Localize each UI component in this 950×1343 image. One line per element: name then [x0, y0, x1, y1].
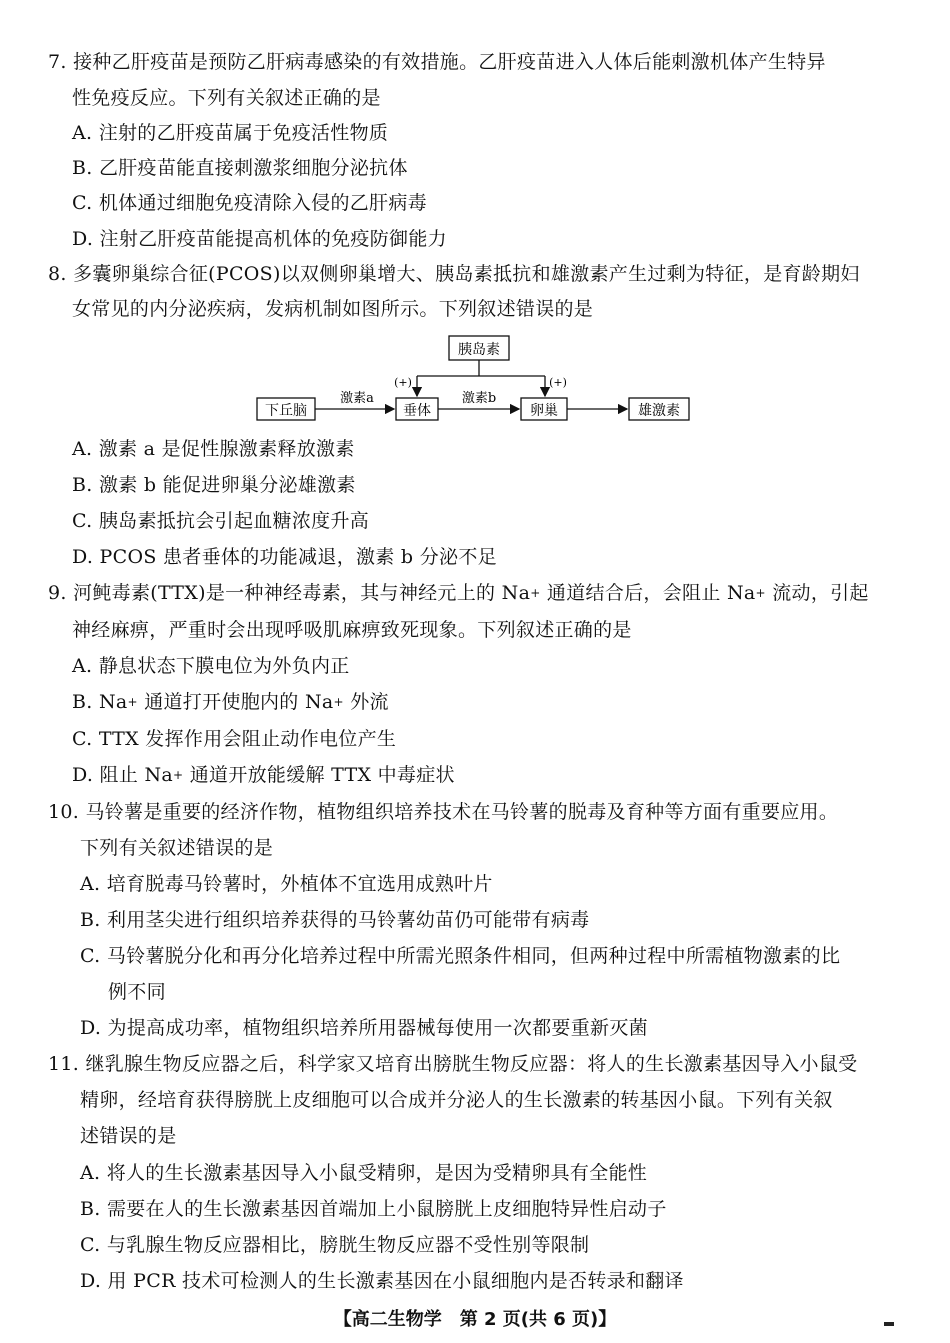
option-d: D. 用 PCR 技术可检测人的生长激素基因在小鼠细胞内是否转录和翻译 — [80, 1270, 684, 1292]
option-c: C. 与乳腺生物反应器相比，膀胱生物反应器不受性别等限制 — [80, 1234, 590, 1256]
option-part: 外流 — [343, 691, 389, 713]
question-stem: 10. 马铃薯是重要的经济作物，植物组织培养技术在马铃薯的脱毒及育种等方面有重要应用。 — [48, 801, 839, 823]
question-stem-continued: 下列有关叙述错误的是 — [80, 837, 274, 859]
superscript-plus: + — [173, 768, 184, 782]
option-a: A. 将人的生长激素基因导入小鼠受精卵，是因为受精卵具有全能性 — [80, 1162, 648, 1184]
option-part: 通道打开使胞内的 Na — [137, 691, 334, 713]
question-stem: 11. 继乳腺生物反应器之后，科学家又培育出膀胱生物反应器：将人的生长激素基因导入小鼠受 — [48, 1053, 858, 1075]
option-c: C. TTX 发挥作用会阻止动作电位产生 — [72, 728, 397, 750]
hormone-a-label: 激素a — [340, 391, 374, 406]
plus-sign-pituitary: (+) — [394, 376, 412, 389]
superscript-plus: + — [755, 586, 766, 600]
question-stem-continued: 精卵，经培育获得膀胱上皮细胞可以合成并分泌人的生长激素的转基因小鼠。下列有关叙 — [80, 1089, 833, 1111]
option-part: D. 阻止 Na — [72, 764, 174, 786]
stem-part: 流动，引起 — [765, 582, 869, 604]
option-b: B. 乙肝疫苗能直接刺激浆细胞分泌抗体 — [72, 157, 408, 179]
question-stem-continued: 神经麻痹，严重时会出现呼吸肌麻痹致死现象。下列叙述正确的是 — [72, 619, 632, 641]
option-a: A. 注射的乙肝疫苗属于免疫活性物质 — [72, 122, 389, 144]
question-stem-continued: 女常见的内分泌疾病，发病机制如图所示。下列叙述错误的是 — [72, 298, 594, 320]
option-part: 通道开放能缓解 TTX 中毒症状 — [183, 764, 455, 786]
option-c: C. 机体通过细胞免疫清除入侵的乙肝病毒 — [72, 192, 427, 214]
option-b — [72, 690, 389, 714]
option-c-continued: 例不同 — [108, 981, 166, 1003]
question-stem: 8. 多囊卵巢综合征(PCOS)以双侧卵巢增大、胰岛素抵抗和雄激素产生过剩为特征，是育龄期妇 — [48, 263, 860, 285]
option-d: D. 注射乙肝疫苗能提高机体的免疫防御能力 — [72, 228, 447, 250]
superscript-plus: + — [530, 586, 541, 600]
ovary-label: 卵巢 — [530, 403, 558, 419]
option-a: A. 培育脱毒马铃薯时，外植体不宜选用成熟叶片 — [80, 873, 493, 895]
question-stem: 7. 接种乙肝疫苗是预防乙肝病毒感染的有效措施。乙肝疫苗进入人体后能刺激机体产生特异 — [48, 51, 826, 73]
option-d: D. PCOS 患者垂体的功能减退，激素 b 分泌不足 — [72, 546, 497, 568]
superscript-plus: + — [127, 695, 138, 709]
superscript-plus: + — [333, 695, 344, 709]
question-stem-continued: 性免疫反应。下列有关叙述正确的是 — [72, 87, 381, 109]
option-b: B. 利用茎尖进行组织培养获得的马铃薯幼苗仍可能带有病毒 — [80, 909, 590, 931]
option-d — [72, 763, 455, 787]
option-d: D. 为提高成功率，植物组织培养所用器械每使用一次都要重新灭菌 — [80, 1017, 648, 1039]
question-stem — [48, 581, 869, 605]
stem-part: 通道结合后，会阻止 Na — [540, 582, 756, 604]
page-footer: 【高二生物学 第 2 页(共 6 页)】 — [333, 1309, 617, 1330]
option-b: B. 需要在人的生长激素基因首端加上小鼠膀胱上皮细胞特异性启动子 — [80, 1198, 667, 1220]
option-a: A. 静息状态下膜电位为外负内正 — [72, 655, 350, 677]
option-b: B. 激素 b 能促进卵巢分泌雄激素 — [72, 474, 356, 496]
androgen-label: 雄激素 — [638, 403, 680, 419]
pcos-mechanism-diagram — [255, 334, 695, 424]
stem-part: 9. 河鲀毒素(TTX)是一种神经毒素，其与神经元上的 Na — [48, 582, 531, 604]
option-a: A. 激素 a 是促性腺激素释放激素 — [72, 438, 355, 460]
insulin-label: 胰岛素 — [458, 342, 500, 358]
option-c: C. 马铃薯脱分化和再分化培养过程中所需光照条件相同，但两种过程中所需植物激素的比 — [80, 945, 841, 967]
hypothalamus-label: 下丘脑 — [265, 403, 307, 419]
option-part: B. Na — [72, 691, 128, 713]
pituitary-label: 垂体 — [403, 403, 431, 419]
corner-mark — [884, 1322, 894, 1326]
plus-sign-ovary: (+) — [549, 376, 567, 389]
hormone-b-label: 激素b — [461, 391, 497, 406]
option-c: C. 胰岛素抵抗会引起血糖浓度升高 — [72, 510, 370, 532]
question-stem-continued: 述错误的是 — [80, 1125, 177, 1147]
